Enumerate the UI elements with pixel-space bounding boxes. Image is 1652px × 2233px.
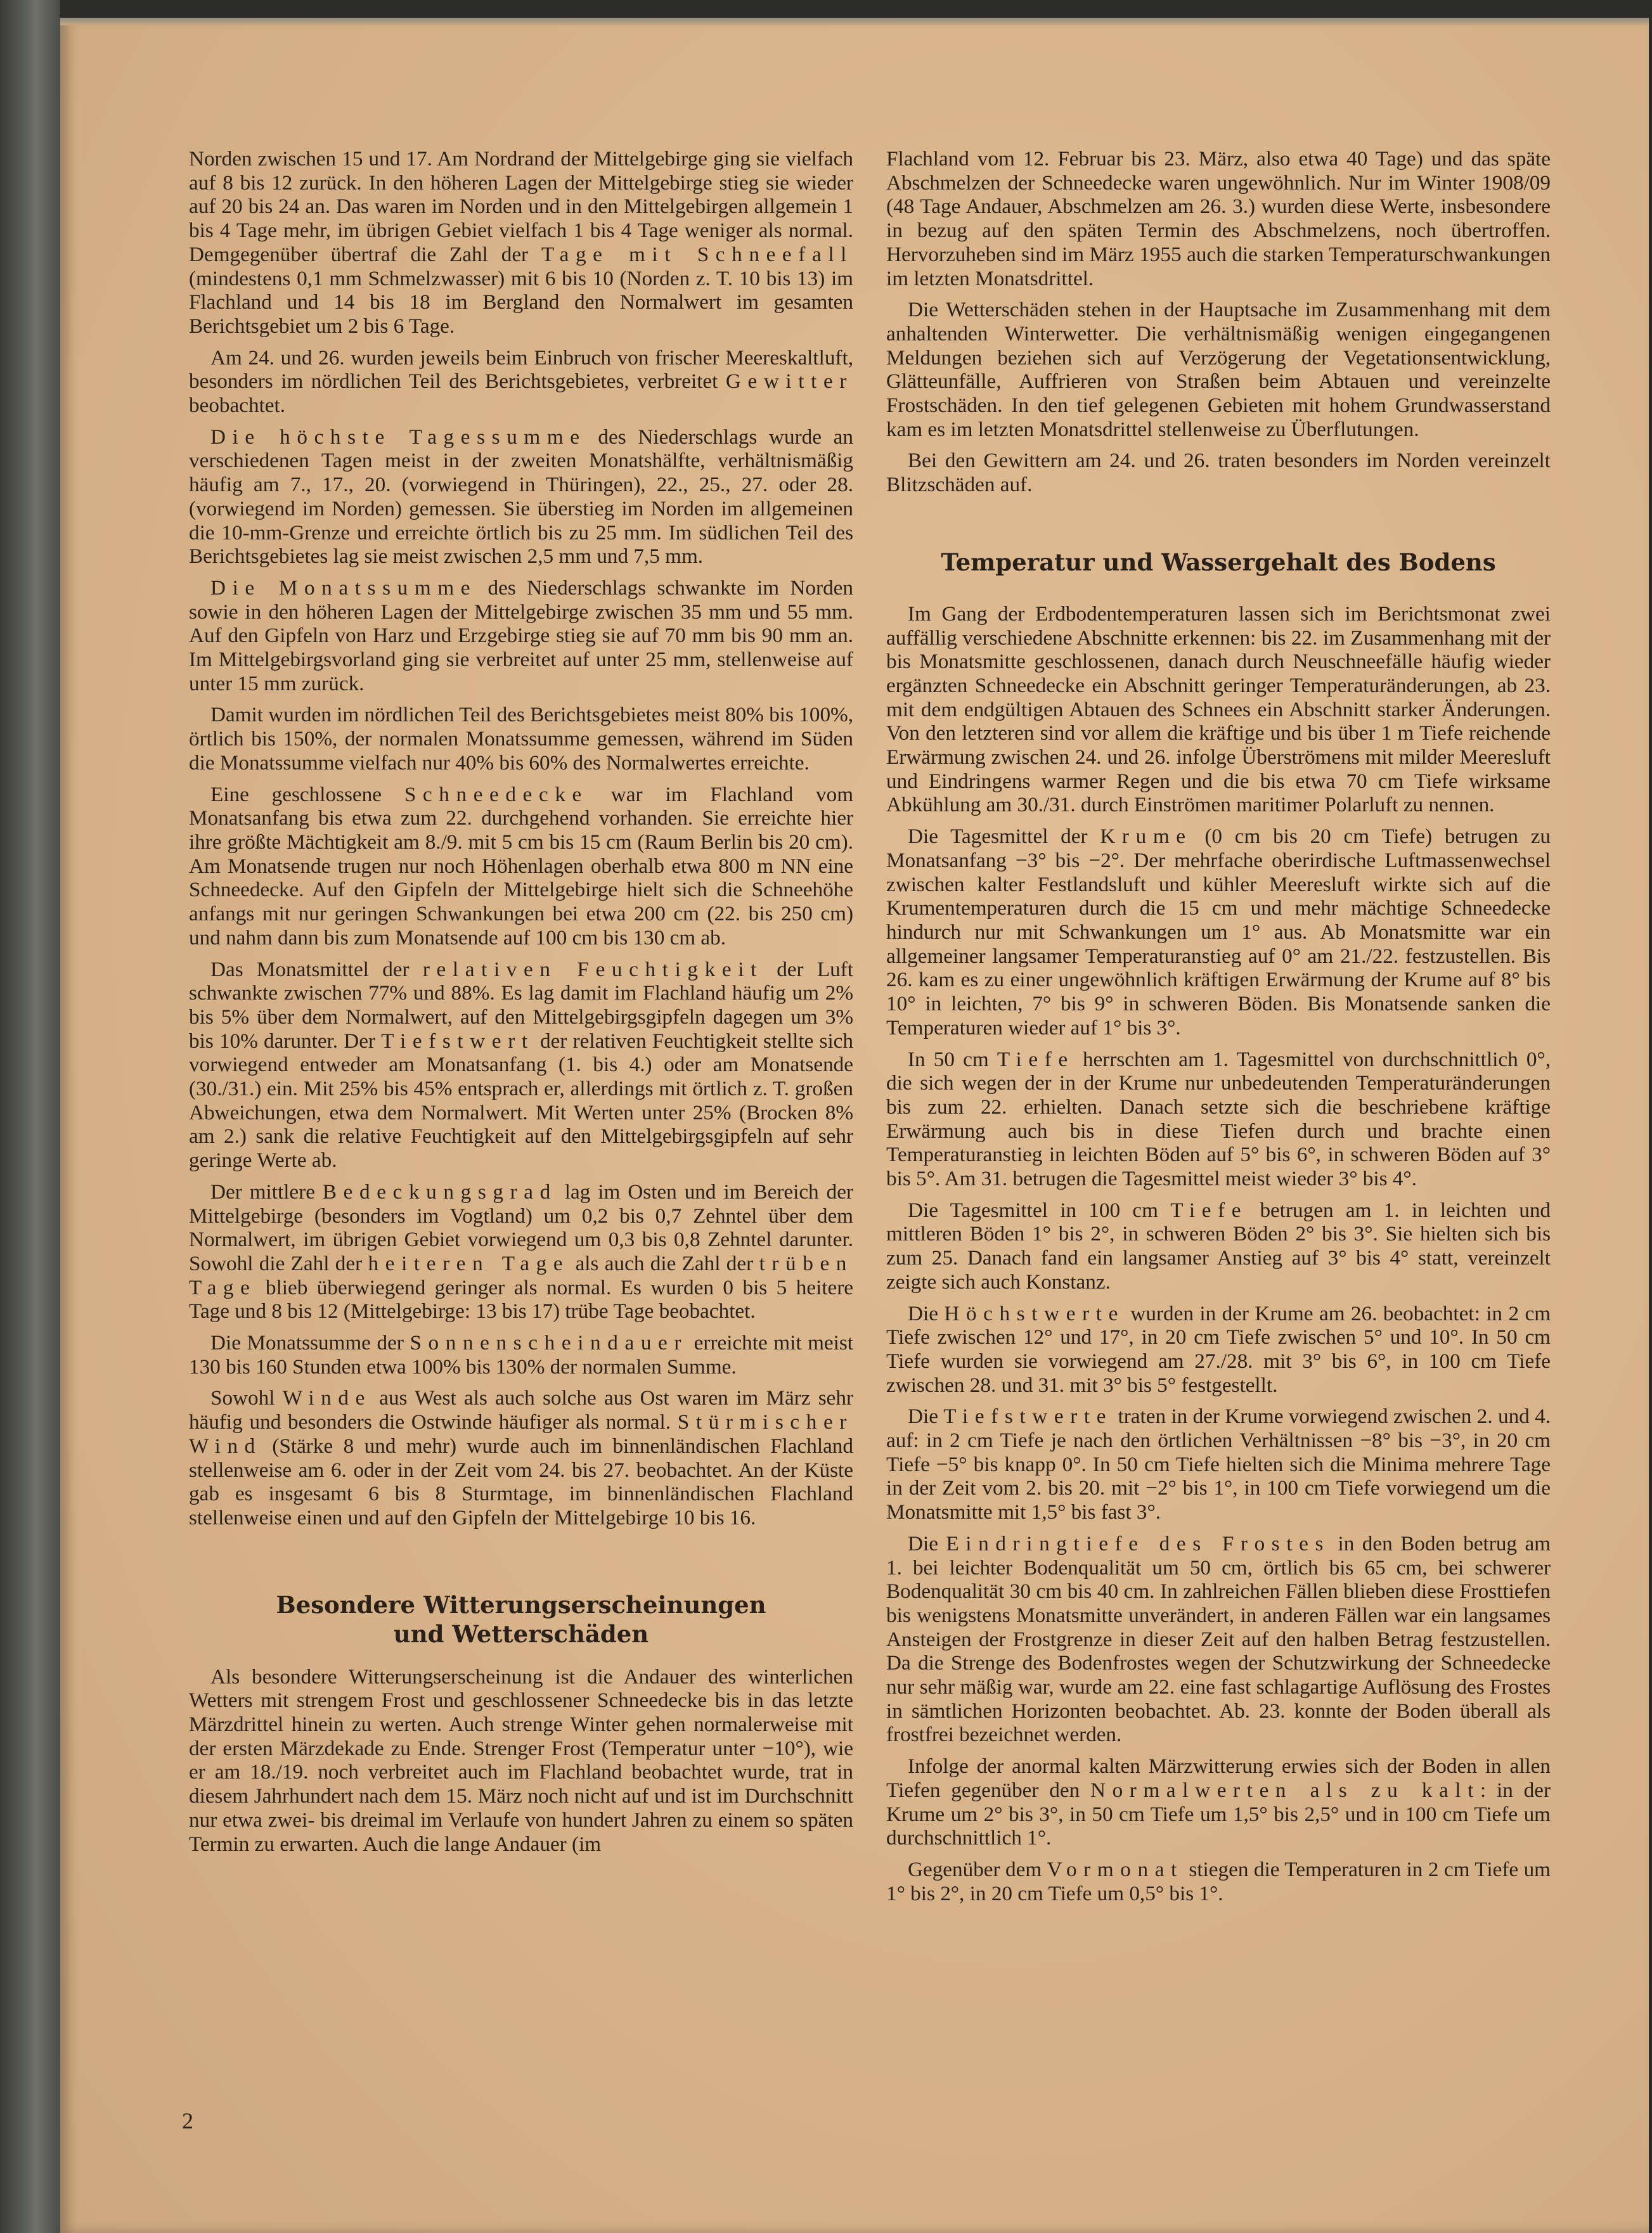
heading-line: Besondere Witterungserscheinungen bbox=[276, 1590, 766, 1619]
paragraph: Flachland vom 12. Februar bis 23. März, also etwa 40 Tage) und das späte Abschmelzen der Schneedecke waren ungewöhnlich. Nur im Winter 1908/09 (48 Tage Andauer, Abschmelzen am 26. 3.) wurden diese Werte, insbesondere in bezug auf den späten Termin des Abschmelzens, noch übertroffen. Hervorzuheben sind im März 1955 auch die starken Temperaturschwankungen im letzten Monatsdrittel. bbox=[886, 147, 1551, 290]
paragraph: Als besondere Witterungserscheinung ist die Andauer des winterlichen Wetters mit strengem Frost und geschlossener Schneedecke bis in das letzte Märzdrittel hinein zu werten. Auch strenge Winter gehen normalerweise mit der ersten Märzdekade zu Ende. Strenger Frost (Temperatur unter −10°), wie er am 18./19. noch verbreitet auch im Flachland beobachtet wurde, trat in diesem Jahrhundert nach dem 15. März noch nicht auf und ist im Durchschnitt nur etwa zwei- bis dreimal im Verlaufe von hundert Jahren zu einem so späten Termin zu erwarten. Auch die lange Andauer (im bbox=[189, 1664, 853, 1856]
paragraph: Die höchste Tagessumme des Niederschlags wurde an verschiedenen Tagen meist in der zweiten Monatshälfte, verhältnismäßig häufig am 7., 17., 20. (vorwiegend in Thüringen), 22., 25., 27. oder 28. (vorwiegend im Norden) gemessen. Sie überstieg im Norden im allgemeinen die 10-mm-Grenze und erreichte örtlich bis zu 25 mm. Im südlichen Teil des Berichtsgebietes lag sie meist zwischen 2,5 mm und 7,5 mm. bbox=[189, 425, 854, 569]
section-heading: Temperatur und Wassergehalt des Bodens bbox=[941, 548, 1496, 576]
paragraph: Norden zwischen 15 und 17. Am Nordrand der Mittelgebirge ging sie vielfach auf 8 bis 12 zurück. In den höheren Lagen der Mittelgebirge stieg sie wieder auf 20 bis 24 an. Das waren im Norden und in den Mittelgebirgen allgemein 1 bis 4 Tage mehr, im übrigen Gebiet vielfach 1 bis 4 Tage weniger als normal. Demgegenüber übertraf die Zahl der Tage mit Schneefall (mindestens 0,1 mm Schmelzwasser) mit 6 bis 10 (Norden z. T. 10 bis 13) im Flachland und 14 bis 18 im Bergland den Normalwert im gesamten Berichtsgebiet um 2 bis 6 Tage. bbox=[189, 147, 854, 338]
paragraph: Bei den Gewittern am 24. und 26. traten besonders im Norden vereinzelt Blitzschäden auf. bbox=[886, 449, 1551, 497]
paragraph: Eine geschlossene Schneedecke war im Flachland vom Monatsanfang bis etwa zum 22. durchgehend vorhanden. Sie erreichte hier ihre größte Mächtigkeit am 8./9. mit 5 cm bis 15 cm (Raum Berlin bis 20 cm). Am Monatsende trugen nur noch Höhenlagen oberhalb etwa 800 m NN eine Schneedecke. Auf den Gipfeln der Mittelgebirge hielt sich die Schneehöhe anfangs mit nur geringen Schwankungen bei etwa 200 cm (22. bis 250 cm) und nahm dann bis zum Monatsende auf 100 cm bis 130 cm ab. bbox=[189, 782, 854, 949]
heading-line: und Wetterschäden bbox=[393, 1619, 649, 1648]
page-number: 2 bbox=[182, 2108, 193, 2133]
paragraph: Gegenüber dem Vormonat stiegen die Temperaturen in 2 cm Tiefe um 1° bis 2°, in 20 cm Tiefe um 0,5° bis 1°. bbox=[886, 1858, 1551, 1905]
paragraph: Damit wurden im nördlichen Teil des Berichtsgebietes meist 80% bis 100%, örtlich bis 150%, der normalen Monatssumme gemessen, während im Süden die Monatssumme vielfach nur 40% bis 60% des Normalwertes erreichte. bbox=[189, 703, 853, 775]
paragraph: Sowohl Winde aus West als auch solche aus Ost waren im März sehr häufig und besonders die Ostwinde häufiger als normal. Stürmischer Wind (Stärke 8 und mehr) wurde auch im binnenländischen Flachland stellenweise am 6. oder in der Zeit vom 24. bis 27. beobachtet. An der Küste gab es insgesamt 6 bis 8 Sturmtage, im binnenländischen Flachland stellenweise einen und auf den Gipfeln der Mittelgebirge 10 bis 16. bbox=[189, 1386, 854, 1529]
paragraph: Die Tagesmittel der Krume (0 cm bis 20 cm Tiefe) betrugen zu Monatsanfang −3° bis −2°. Der mehrfache oberirdische Luftmassenwechsel zwischen kalter Festlandsluft und kühler Meeresluft wirkte sich auf die Krumentemperaturen durch die 15 cm und mehr mächtige Schneedecke hindurch nur mit Schwankungen um 1° aus. Ab Monatsmitte war ein allgemeiner langsamer Temperaturanstieg auf 0° am 21./22. festzustellen. Bis 26. kam es zu einer ungewöhnlich kräftigen Erwärmung der Krume auf 8° bis 10° in leichten, 7° bis 9° in schweren Böden. Bis Monatsende sanken die Temperaturen wieder auf 1° bis 3°. bbox=[886, 825, 1551, 1039]
section-heading bbox=[189, 1590, 853, 1649]
paragraph: Die Monatssumme des Niederschlags schwankte im Norden sowie in den höheren Lagen der Mittelgebirge zwischen 35 mm und 55 mm. Auf den Gipfeln von Harz und Erzgebirge stieg sie auf 70 mm bis 90 mm an. Im Mittelgebirgsvorland ging sie verbreitet auf unter 25 mm, stellenweise auf unter 15 mm zurück. bbox=[189, 576, 853, 695]
left-column bbox=[189, 147, 853, 1863]
paragraph: Die Wetterschäden stehen in der Hauptsache im Zusammenhang mit dem anhaltenden Winterwetter. Die verhältnismäßig wenigen eingegangenen Meldungen beziehen sich auf Verzögerung der Vegetationsentwicklung, Glätteunfälle, Auffrieren von Straßen beim Abtauen und vereinzelte Frostschäden. In den tief gelegenen Gebieten mit hohem Grundwasserstand kam es im letzten Monatsdrittel stellenweise zu Überflutungen. bbox=[886, 298, 1551, 441]
paragraph: Die Tagesmittel in 100 cm Tiefe betrugen am 1. in leichten und mittleren Böden 1° bis 2°, in schweren Böden 2° bis 3°. Sie hielten sich bis zum 25. Danach fand ein langsamer Anstieg auf 3° bis 4° statt, vereinzelt zeigte sich auch Konstanz. bbox=[886, 1198, 1551, 1294]
paragraph: Die Tiefstwerte traten in der Krume vorwiegend zwischen 2. und 4. auf: in 2 cm Tiefe je nach den örtlichen Verhältnissen −8° bis −3°, in 20 cm Tiefe −5° bis knapp 0°. In 50 cm Tiefe hielten sich die Minima mehrere Tage in der Zeit vom 2. bis 20. mit −2° bis 1°, in 100 cm Tiefe vorwiegend um die Monatsmitte mit 1,5° bis fast 3°. bbox=[886, 1405, 1551, 1524]
paragraph: Infolge der anormal kalten Märzwitterung erwies sich der Boden in allen Tiefen gegenüber den Normalwerten als zu kalt: in der Krume um 2° bis 3°, in 50 cm Tiefe um 1,5° bis 2,5° und in 100 cm Tiefe um durchschnittlich 1°. bbox=[886, 1754, 1551, 1850]
paragraph: In 50 cm Tiefe herrschten am 1. Tagesmittel von durchschnittlich 0°, die sich wegen der in der Krume nur unbedeutenden Temperaturänderungen bis zum 22. erhielten. Danach setzte sich die beschriebene kräftige Erwärmung auch bis in diese Tiefen durch und brachte einen Temperaturanstieg in leichten Böden auf 5° bis 6°, in schweren Böden auf 3° bis 5°. Am 31. betrugen die Tagesmittel meist wieder 3° bis 4°. bbox=[886, 1047, 1551, 1191]
paragraph: Der mittlere Bedeckungsgrad lag im Osten und im Bereich der Mittelgebirge (besonders im Vogtland) um 0,2 bis 0,7 Zehntel über dem Normalwert, im übrigen Gebiet vorwiegend um 0,3 bis 0,8 Zehntel darunter. Sowohl die Zahl der heiteren Tage als auch die Zahl der trüben Tage blieb überwiegend geringer als normal. Es wurden 0 bis 5 heitere Tage und 8 bis 12 (Mittelgebirge: 13 bis 17) trübe Tage beobachtet. bbox=[189, 1180, 854, 1323]
paragraph: Am 24. und 26. wurden jeweils beim Einbruch von frischer Meereskaltluft, besonders im nördlichen Teil des Berichtsgebietes, verbreitet Gewitter beobachtet. bbox=[189, 345, 853, 418]
paragraph: Die Höchstwerte wurden in der Krume am 26. beobachtet: in 2 cm Tiefe zwischen 12° und 17°, in 20 cm Tiefe zwischen 5° und 10°. In 50 cm Tiefe wurden sie vorwiegend am 27./28. mit 3° bis 6°, in 100 cm Tiefe zwischen 28. und 31. mit 3° bis 5° festgestellt. bbox=[886, 1301, 1551, 1397]
book-spine bbox=[0, 0, 60, 2233]
paragraph: Die Eindringtiefe des Frostes in den Boden betrug am 1. bei leichter Bodenqualität um 50 cm, örtlich bis 65 cm, bei schwerer Bodenqualität 30 cm bis 40 cm. In zahlreichen Fällen blieben diese Frosttiefen bis wenigstens Monatsmitte unverändert, in anderen Fällen war ein langsames Ansteigen der Frostgrenze in dieser Zeit auf den halben Betrag festzustellen. Da die Strenge des Bodenfrostes wegen der Schutzwirkung der Schneedecke nur sehr mäßig war, wurde am 22. eine fast schlagartige Auflösung des Frostes in sämtlichen Horizonten beobachtet. Ab. 23. konnte der Boden überall als frostfrei bezeichnet werden. bbox=[886, 1531, 1551, 1747]
page-top-edge bbox=[60, 18, 1649, 25]
paragraph: Im Gang der Erdbodentemperaturen lassen sich im Berichtsmonat zwei auffällig verschiedene Abschnitte erkennen: bis 22. im Zusammenhang mit der bis Monatsmitte geschlossenen, danach durch Neuschneefälle häufig wieder ergänzten Schneedecke ein Abschnitt geringer Temperaturänderungen, ab 23. mit dem endgültigen Abtauen des Schnees ein Abschnitt starker Änderungen. Von den letzteren sind vor allem die kräftige und bis über 1 m Tiefe reichende Erwärmung zwischen 24. und 26. infolge Überströmens mit milder Meeresluft und Eindringens warmer Regen und die bis etwa 70 cm Tiefe wirksame Abkühlung am 30./31. durch Einströmen maritimer Polarluft zu nennen. bbox=[886, 602, 1551, 817]
right-column bbox=[886, 147, 1551, 1913]
paragraph: Das Monatsmittel der relativen Feuchtigkeit der Luft schwankte zwischen 77% und 88%. Es lag damit im Flachland häufig um 2% bis 5% über dem Normalwert, auf den Mittelgebirgsgipfeln dagegen um 3% bis 10% darunter. Der Tiefstwert der relativen Feuchtigkeit stellte sich vorwiegend entweder am Monatsanfang (1. bis 4.) oder am Monatsende (30./31.) ein. Mit 25% bis 45% entsprach er, allerdings mit örtlich z. T. großen Abweichungen, etwa dem Normalwert. Mit Werten unter 25% (Brocken 8% am 2.) sank die relative Feuchtigkeit auf den Mittelgebirgsgipfeln auf sehr geringe Werte ab. bbox=[189, 957, 854, 1173]
paragraph: Die Monatssumme der Sonnenscheindauer erreichte mit meist 130 bis 160 Stunden etwa 100% bis 130% der normalen Summe. bbox=[189, 1331, 854, 1379]
